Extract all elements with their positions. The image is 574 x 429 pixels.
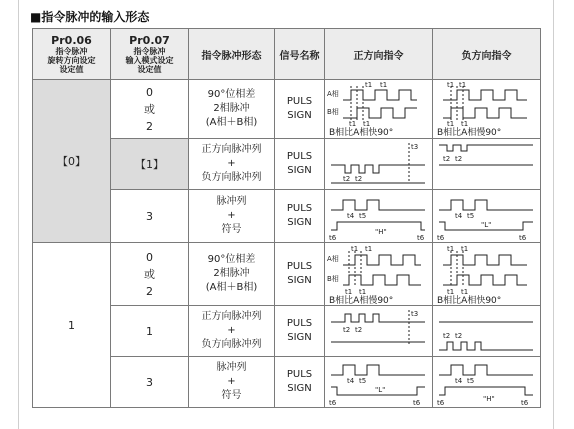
signal-name [275,80,325,139]
puls-wave [331,165,425,173]
signal-puls: PULS [286,96,313,107]
signal-sign: SIGN [287,332,312,343]
puls-wave [439,365,533,375]
reverse-waveform [433,139,541,190]
pulse-sign-waveform-diagram [325,190,433,242]
puls-wave [439,200,533,210]
t1-label: t1 [351,245,359,253]
phase-b-wave [343,108,417,118]
t5-label: t5 [467,212,475,220]
signal-puls: PULS [286,203,313,214]
header-forward-command: 正方向指令 [325,29,433,80]
pulse-form-line2: 负方向脉冲列 [201,172,262,183]
t6-label: t6 [437,234,445,242]
header-reverse-command: 负方向指令 [433,29,541,80]
t1-label: t1 [447,245,455,253]
header-row [33,29,541,80]
pulse-form-line2: 2相脉冲 [213,103,250,114]
t1-label: t1 [459,81,467,89]
pulse-form-line2: 符号 [221,224,242,235]
sign-level-label: "H" [483,395,495,403]
t1-label: t1 [461,120,469,128]
pulse-input-table [32,28,541,408]
header-pr006 [33,29,111,80]
pulse-form-line1: 90°位相差 [207,254,256,265]
puls-wave [331,365,425,375]
t6-label: t6 [329,399,337,407]
t2-label: t2 [343,326,351,334]
phase-b-wave [443,108,527,118]
t6-label: t6 [413,399,421,407]
sign-wave [439,387,533,395]
signal-sign: SIGN [287,383,312,394]
section-title: ■指令脉冲的输入形态 [30,10,150,24]
signal-name [275,190,325,243]
pulse-sign-waveform-diagram [325,357,433,407]
signal-sign: SIGN [287,165,312,176]
pr007-value-b: 2 [146,119,153,133]
t2-label: t2 [455,332,463,340]
t2-label: t2 [443,332,451,340]
puls-wave [331,200,425,210]
signal-puls: PULS [286,318,313,329]
phase-caption: B相比A相快90° [329,128,394,138]
header-pr007-desc1: 指令脉冲 [133,47,166,56]
signal-name [275,306,325,357]
phase-a-label: A相 [327,90,339,98]
pulse-form-plus: + [227,158,236,169]
pr007-value-a: 0 [146,85,153,99]
quadrature-waveform-diagram [325,80,433,138]
t1-label: t1 [363,120,371,128]
t1-label: t1 [380,81,388,89]
t1-label: t1 [349,120,357,128]
pr007-value: 【1】 [111,139,189,190]
pulse-sign-waveform-diagram [433,190,541,242]
pulse-train-waveform-diagram [433,306,541,356]
header-pr006-desc3: 设定值 [59,65,84,74]
signal-sign: SIGN [287,275,312,286]
t1-label: t1 [447,81,455,89]
t2-label: t2 [355,326,363,334]
table-row [33,243,541,306]
pulse-form-plus: + [227,210,236,221]
t4-label: t4 [455,377,463,385]
pr007-value-or: 或 [144,102,155,116]
table-row [33,80,541,139]
phase-caption: B相比A相快90° [437,296,502,305]
t2-label: t2 [343,175,351,183]
pr006-value: 1 [33,243,111,408]
header-pr007-code: Pr0.07 [129,34,170,47]
pr007-value: 3 [111,190,189,243]
signal-name [275,243,325,306]
signal-sign: SIGN [287,110,312,121]
pr007-value-b: 2 [146,284,153,298]
header-pr007 [111,29,189,80]
pulse-form [189,80,275,139]
pulse-sign-waveform-diagram [433,357,541,407]
phase-a-label: A相 [327,255,339,263]
pulse-form [189,306,275,357]
quadrature-waveform-diagram [325,243,433,305]
reverse-waveform [433,306,541,357]
t6-label: t6 [519,234,527,242]
reverse-waveform [433,190,541,243]
t1-label: t1 [365,245,373,253]
t6-label: t6 [329,234,337,242]
t1-label: t1 [345,288,353,296]
pulse-form-line1: 脉冲列 [216,196,247,207]
phase-a-wave [343,90,417,100]
t4-label: t4 [455,212,463,220]
forward-waveform [325,357,433,408]
pulse-form-line1: 脉冲列 [216,362,247,373]
t1-label: t1 [359,288,367,296]
header-pr006-desc2: 旋转方向设定 [47,56,96,65]
t4-label: t4 [347,377,355,385]
header-pr006-desc1: 指令脉冲 [55,47,88,56]
right-border-line [553,0,554,429]
t5-label: t5 [359,212,367,220]
left-border-line [18,0,19,429]
t2-label: t2 [455,155,463,163]
quadrature-waveform-diagram [433,80,541,138]
signal-name [275,357,325,408]
t1-label: t1 [461,245,469,253]
t3-label: t3 [411,143,419,151]
header-pr007-desc3: 设定值 [137,65,162,74]
pulse-train-waveform-diagram [325,139,433,189]
t1-label: t1 [365,81,373,89]
forward-waveform [325,80,433,139]
pulse-form-line2: 符号 [221,390,242,401]
phase-a-wave [443,255,527,265]
quadrature-waveform-diagram [433,243,541,305]
t1-label: t1 [447,120,455,128]
forward-waveform [325,139,433,190]
pulse-form-line3: (A相＋B相) [205,117,258,128]
pulse-form-plus: + [227,325,236,336]
t1-label: t1 [447,288,455,296]
t5-label: t5 [359,377,367,385]
pulse-form-line1: 正方向脉冲列 [201,144,262,155]
header-pulse-form: 指令脉冲形态 [189,29,275,80]
t3-label: t3 [411,310,419,318]
signal-puls: PULS [286,369,313,380]
header-pr006-code: Pr0.06 [51,34,92,47]
pr007-value-a: 0 [146,250,153,264]
forward-waveform [325,190,433,243]
phase-caption: B相比A相慢90° [437,128,502,138]
reverse-waveform [433,243,541,306]
sign-level-label: "L" [481,221,492,229]
pulse-form-line2: 负方向脉冲列 [201,339,262,350]
sign-level-label: "L" [375,386,386,394]
pr007-value [111,80,189,139]
signal-sign: SIGN [287,217,312,228]
sign-wave [439,342,533,350]
phase-b-wave [443,275,527,285]
t6-label: t6 [417,234,425,242]
signal-name [275,139,325,190]
header-signal-name: 信号名称 [275,29,325,80]
t2-label: t2 [355,175,363,183]
pr007-value-or: 或 [144,267,155,281]
reverse-waveform [433,80,541,139]
pr007-value: 3 [111,357,189,408]
pulse-train-waveform-diagram [433,139,541,189]
pulse-form-line1: 90°位相差 [207,89,256,100]
phase-a-wave [443,90,527,100]
pulse-form-line2: 2相脉冲 [213,268,250,279]
t6-label: t6 [521,399,529,407]
phase-caption: B相比A相慢90° [329,296,394,305]
pulse-form [189,243,275,306]
signal-puls: PULS [286,261,313,272]
pr007-value [111,243,189,306]
forward-waveform [325,243,433,306]
sign-level-label: "H" [375,228,387,236]
phase-b-label: B相 [327,108,339,116]
t6-label: t6 [437,399,445,407]
t4-label: t4 [347,212,355,220]
pulse-form-plus: + [227,376,236,387]
pulse-form [189,139,275,190]
pulse-form-line3: (A相＋B相) [205,282,258,293]
forward-waveform [325,306,433,357]
reverse-waveform [433,357,541,408]
pulse-form [189,357,275,408]
pr006-value: 【0】 [33,80,111,243]
signal-puls: PULS [286,151,313,162]
t2-label: t2 [443,155,451,163]
pulse-form [189,190,275,243]
phase-b-label: B相 [327,275,339,283]
pulse-form-line1: 正方向脉冲列 [201,311,262,322]
t5-label: t5 [467,377,475,385]
header-pr007-desc2: 输入模式设定 [125,56,174,65]
pulse-train-waveform-diagram [325,306,433,356]
pr007-value: 1 [111,306,189,357]
puls-wave [439,145,533,151]
t1-label: t1 [461,288,469,296]
